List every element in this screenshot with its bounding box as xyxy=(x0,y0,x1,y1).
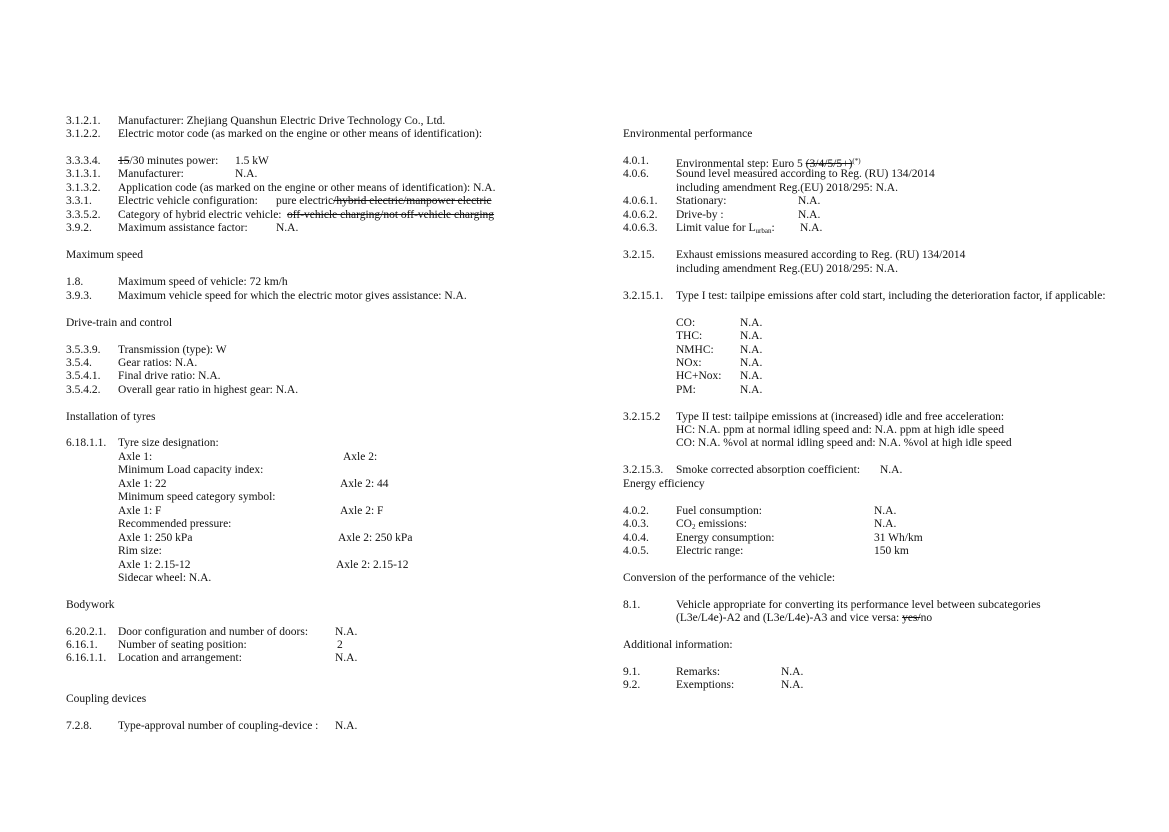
type2-co-text: CO: N.A. %vol at normal idling speed and: N.A. %vol at high idle speed xyxy=(676,437,1012,449)
final-drive-text: Final drive ratio: N.A. xyxy=(118,370,221,382)
item-number: 4.0.6.2. xyxy=(623,209,658,221)
item-number: 9.1. xyxy=(623,666,641,678)
speed-symbol-axle1: Axle 1: F xyxy=(118,505,162,517)
ev-config-selected: pure electric xyxy=(276,195,334,207)
remarks-value: N.A. xyxy=(781,666,804,678)
overall-gear-text: Overall gear ratio in highest gear: N.A. xyxy=(118,384,299,396)
item-number: 7.2.8. xyxy=(66,720,92,732)
item-number: 6.16.1. xyxy=(66,639,98,651)
range-value: 150 km xyxy=(874,545,909,557)
assist-speed-text: Maximum vehicle speed for which the electric motor gives assistance: N.A. xyxy=(118,290,467,302)
type1-test-text: Type I test: tailpipe emissions after cold start, including the deterioration factor, if applicable: xyxy=(676,290,1106,302)
emission-label: NMHC: xyxy=(676,344,714,356)
item-number: 3.9.2. xyxy=(66,222,92,234)
section-heading-tyres: Installation of tyres xyxy=(66,411,156,423)
door-config-value: N.A. xyxy=(335,626,358,638)
item-number: 6.20.2.1. xyxy=(66,626,107,638)
item-number: 1.8. xyxy=(66,276,84,288)
section-heading-max-speed: Maximum speed xyxy=(66,249,143,261)
assistance-factor-label: Maximum assistance factor: xyxy=(118,222,248,234)
drive-by-label: Drive-by : xyxy=(676,209,724,221)
section-heading-bodywork: Bodywork xyxy=(66,599,115,611)
location-value: N.A. xyxy=(335,652,358,664)
gear-ratios-text: Gear ratios: N.A. xyxy=(118,357,198,369)
range-label: Electric range: xyxy=(676,545,744,557)
item-number: 3.2.15.3. xyxy=(623,464,664,476)
item-number: 4.0.2. xyxy=(623,505,649,517)
item-number: 3.3.3.4. xyxy=(66,155,101,167)
limit-value-text: Limit value for L xyxy=(676,222,756,234)
rim-size-axle2: Axle 2: 2.15-12 xyxy=(336,559,409,571)
pressure-axle1: Axle 1: 250 kPa xyxy=(118,532,193,544)
motor-code-text: Electric motor code (as marked on the engine or other means of identification): xyxy=(118,128,483,140)
section-heading-coupling: Coupling devices xyxy=(66,693,147,705)
section-heading-energy: Energy efficiency xyxy=(623,478,705,490)
tyre-size-label: Tyre size designation: xyxy=(118,437,219,449)
coupling-label: Type-approval number of coupling-device : xyxy=(118,720,319,732)
exhaust-amendment: including amendment Reg.(EU) 2018/295: N.A. xyxy=(676,263,898,275)
conversion-text: Vehicle appropriate for converting its performance level between subcategories xyxy=(676,599,1041,611)
load-index-axle2: Axle 2: 44 xyxy=(340,478,389,490)
emission-value: N.A. xyxy=(740,330,763,342)
emission-label: NOx: xyxy=(676,357,702,369)
item-number: 8.1. xyxy=(623,599,641,611)
co2-subscript: 2 xyxy=(691,523,696,531)
smoke-value: N.A. xyxy=(880,464,903,476)
sound-level-text: Sound level measured according to Reg. (RU) 134/2014 xyxy=(676,168,935,180)
load-index-label: Minimum Load capacity index: xyxy=(118,464,264,476)
conversion-text-2-a: (L3e/L4e)-A2 and (L3e/L4e)-A3 and vice versa: xyxy=(676,612,903,624)
smoke-label: Smoke corrected absorption coefficient: xyxy=(676,464,861,476)
item-number: 6.18.1.1. xyxy=(66,437,107,449)
item-number: 4.0.6.3. xyxy=(623,222,658,234)
location-label: Location and arrangement: xyxy=(118,652,242,664)
limit-value-sub: urban xyxy=(755,227,772,235)
item-number: 4.0.3. xyxy=(623,518,649,530)
sound-level-amendment: including amendment Reg.(EU) 2018/295: N.A. xyxy=(676,182,898,194)
item-number: 3.1.2.1. xyxy=(66,115,101,127)
section-heading-additional: Additional information: xyxy=(623,639,733,651)
conversion-answer: no xyxy=(920,612,933,624)
max-speed-text: Maximum speed of vehicle: 72 km/h xyxy=(118,276,288,288)
co2-value: N.A. xyxy=(874,518,897,530)
power-label-text: /30 minutes power: xyxy=(129,155,219,167)
co2-label-rest: emissions: xyxy=(695,518,747,530)
exemptions-label: Exemptions: xyxy=(676,679,735,691)
exemptions-value: N.A. xyxy=(781,679,804,691)
transmission-text: Transmission (type): W xyxy=(118,344,227,356)
power-label xyxy=(118,155,218,169)
emission-value: N.A. xyxy=(740,370,763,382)
item-number: 3.3.5.2. xyxy=(66,209,101,221)
section-heading-conversion: Conversion of the performance of the vehicle: xyxy=(623,572,836,584)
type2-hc-text: HC: N.A. ppm at normal idling speed and: N.A. ppm at high idle speed xyxy=(676,424,1005,436)
limit-value-value: N.A. xyxy=(800,222,823,234)
load-index-axle1: Axle 1: 22 xyxy=(118,478,167,490)
item-number: 3.1.3.2. xyxy=(66,182,101,194)
emission-label: PM: xyxy=(676,384,696,396)
type2-test-text: Type II test: tailpipe emissions at (increased) idle and free acceleration: xyxy=(676,411,1005,423)
ev-config-value xyxy=(276,195,492,209)
item-number: 3.1.3.1. xyxy=(66,168,101,180)
rim-size-axle1: Axle 1: 2.15-12 xyxy=(118,559,191,571)
door-config-label: Door configuration and number of doors: xyxy=(118,626,309,638)
struck-text: 15 xyxy=(118,155,130,167)
item-number: 3.2.15.1. xyxy=(623,290,664,302)
energy-value: 31 Wh/km xyxy=(874,532,923,544)
item-number: 3.5.4. xyxy=(66,357,92,369)
item-number: 4.0.1. xyxy=(623,155,649,167)
emission-label: THC: xyxy=(676,330,703,342)
co2-label-text: CO xyxy=(676,518,692,530)
remarks-label: Remarks: xyxy=(676,666,721,678)
emission-label: HC+Nox: xyxy=(676,370,722,382)
power-value: 1.5 kW xyxy=(235,155,269,167)
manufacturer-value: N.A. xyxy=(235,168,258,180)
item-number: 4.0.4. xyxy=(623,532,649,544)
energy-label: Energy consumption: xyxy=(676,532,775,544)
stationary-value: N.A. xyxy=(798,195,821,207)
section-heading-environmental: Environmental performance xyxy=(623,128,753,140)
item-number: 3.2.15. xyxy=(623,249,655,261)
item-number: 4.0.5. xyxy=(623,545,649,557)
fuel-value: N.A. xyxy=(874,505,897,517)
item-number: 3.2.15.2 xyxy=(623,411,661,423)
manufacturer-text: Manufacturer: Zhejiang Quanshun Electric Drive Technology Co., Ltd. xyxy=(118,115,446,127)
tyre-size-axle1: Axle 1: xyxy=(118,451,153,463)
coupling-value: N.A. xyxy=(335,720,358,732)
speed-symbol-label: Minimum speed category symbol: xyxy=(118,491,276,503)
seating-value: 2 xyxy=(337,639,343,651)
env-step-text: Environmental step: Euro 5 xyxy=(676,158,806,170)
speed-symbol-axle2: Axle 2: F xyxy=(340,505,384,517)
limit-value-label xyxy=(676,222,775,239)
ev-config-label: Electric vehicle configuration: xyxy=(118,195,258,207)
rim-size-label: Rim size: xyxy=(118,545,162,557)
conversion-text-2 xyxy=(676,612,932,626)
item-number: 3.9.3. xyxy=(66,290,92,302)
section-heading-drive-train: Drive-train and control xyxy=(66,317,173,329)
pressure-axle2: Axle 2: 250 kPa xyxy=(338,532,413,544)
item-number: 4.0.6. xyxy=(623,168,649,180)
struck-text: off-vehicle charging/not off-vehicle charging xyxy=(287,209,495,221)
hybrid-category-label: Category of hybrid electric vehicle: xyxy=(118,209,282,221)
sidecar-wheel: Sidecar wheel: N.A. xyxy=(118,572,212,584)
item-number: 6.16.1.1. xyxy=(66,652,107,664)
item-number: 9.2. xyxy=(623,679,641,691)
application-code-text: Application code (as marked on the engine or other means of identification): N.A. xyxy=(118,182,496,194)
drive-by-value: N.A. xyxy=(798,209,821,221)
emission-value: N.A. xyxy=(740,317,763,329)
emission-label: CO: xyxy=(676,317,696,329)
item-number: 3.1.2.2. xyxy=(66,128,101,140)
item-number: 3.5.4.1. xyxy=(66,370,101,382)
emission-value: N.A. xyxy=(740,344,763,356)
pressure-label: Recommended pressure: xyxy=(118,518,232,530)
tyre-size-axle2: Axle 2: xyxy=(343,451,378,463)
exhaust-text: Exhaust emissions measured according to Reg. (RU) 134/2014 xyxy=(676,249,966,261)
seating-label: Number of seating position: xyxy=(118,639,247,651)
emission-value: N.A. xyxy=(740,384,763,396)
item-number: 3.5.4.2. xyxy=(66,384,101,396)
assistance-factor-value: N.A. xyxy=(276,222,299,234)
footnote-mark: (*) xyxy=(852,157,861,165)
struck-text: yes/ xyxy=(902,612,921,624)
limit-value-colon: : xyxy=(771,222,775,234)
stationary-label: Stationary: xyxy=(676,195,727,207)
manufacturer-label: Manufacturer: xyxy=(118,168,184,180)
item-number: 3.3.1. xyxy=(66,195,92,207)
struck-text: /hybrid electric/manpower electric xyxy=(333,195,492,207)
fuel-label: Fuel consumption: xyxy=(676,505,762,517)
item-number: 3.5.3.9. xyxy=(66,344,101,356)
struck-text: (3/4/5/5+) xyxy=(805,158,853,170)
emission-value: N.A. xyxy=(740,357,763,369)
item-number: 4.0.6.1. xyxy=(623,195,658,207)
